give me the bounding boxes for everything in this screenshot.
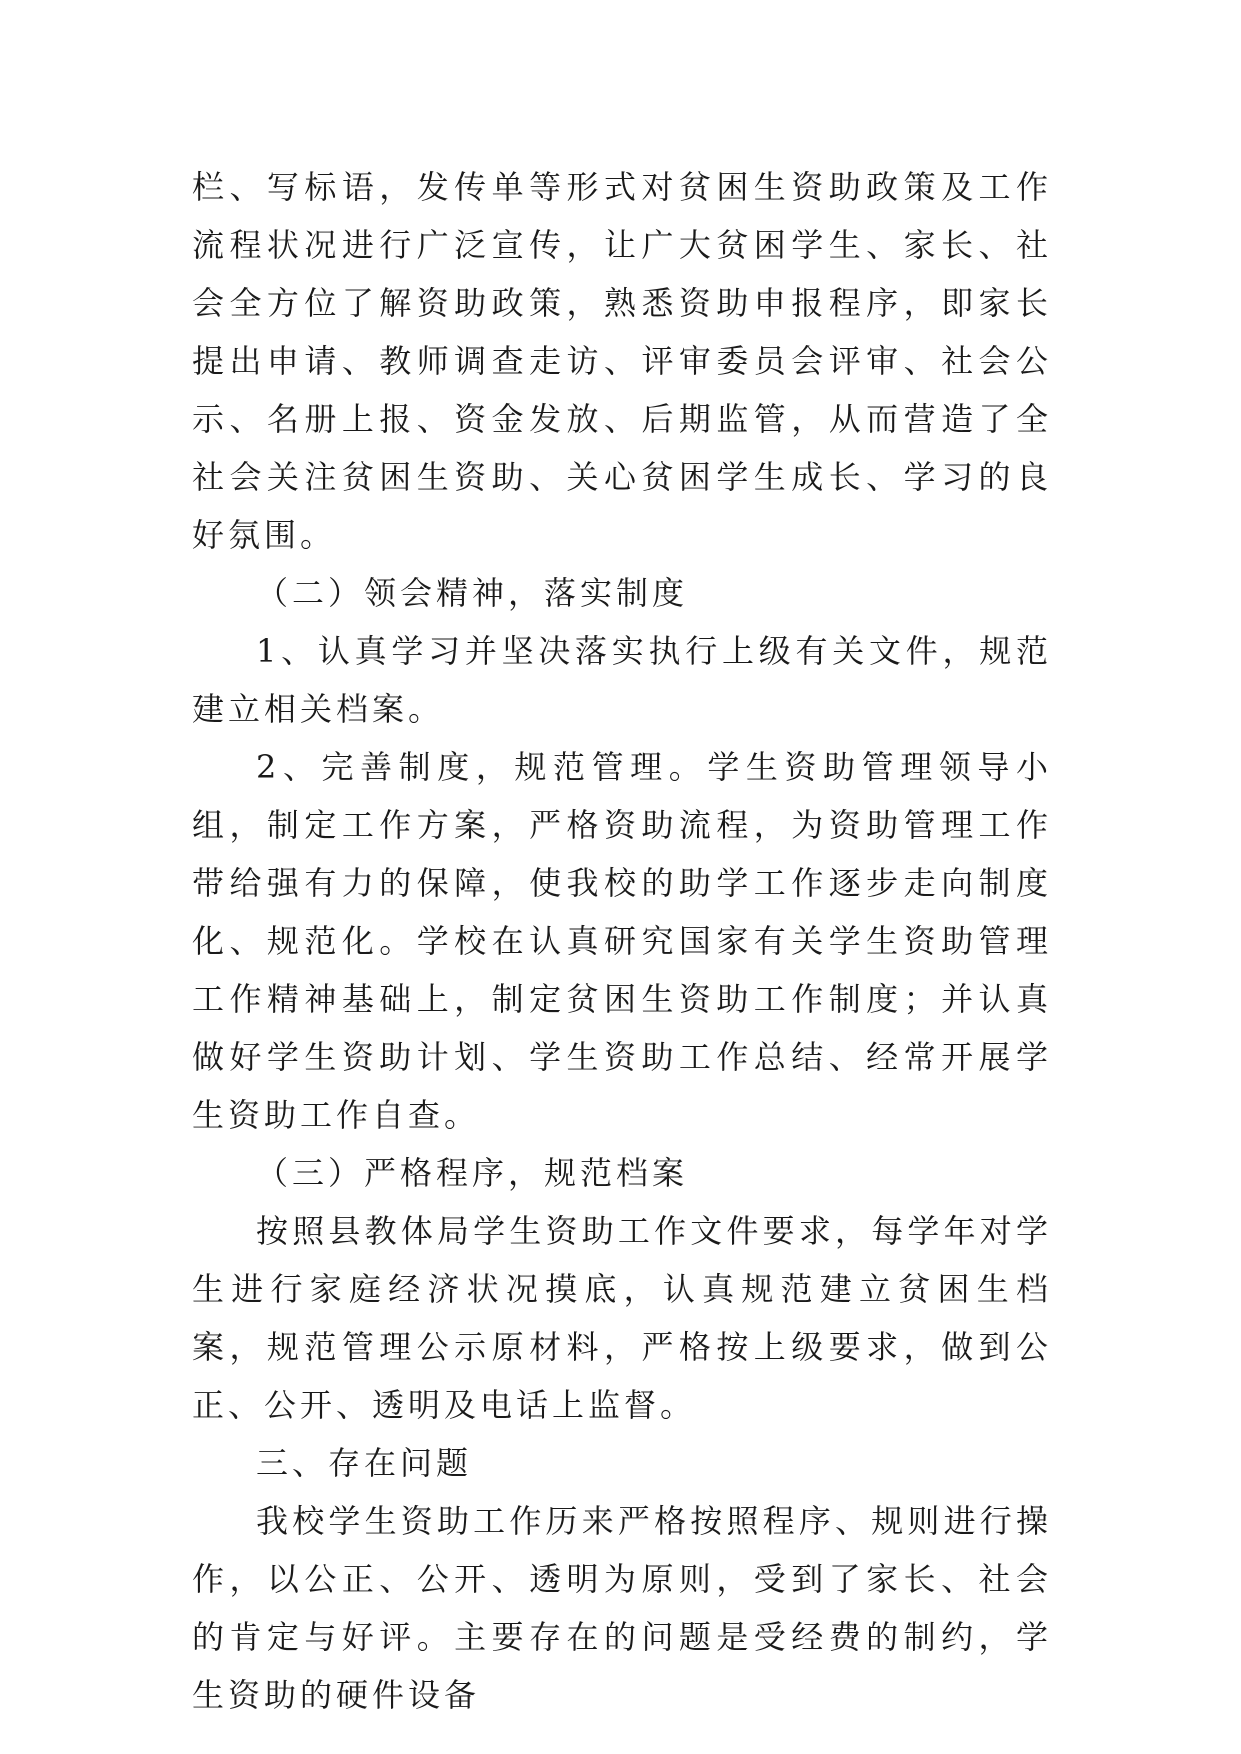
document-body: [192, 158, 1052, 1724]
paragraph-problems: 我校学生资助工作历来严格按照程序、规则进行操作，以公正、公开、透明为原则，受到了家长、社会的肯定与好评。主要存在的问题是受经费的制约，学生资助的硬件设备: [192, 1502, 1052, 1714]
section-heading-2: （二）领会精神，落实制度: [256, 574, 689, 612]
paragraph-archives: 按照县教体局学生资助工作文件要求，每学年对学生进行家庭经济状况摸底，认真规范建立贫困生档案，规范管理公示原材料，严格按上级要求，做到公正、公开、透明及电话上监督。: [192, 1212, 1052, 1424]
section-heading-3: （三）严格程序，规范档案: [256, 1154, 689, 1192]
section-heading-problems: 三、存在问题: [256, 1444, 473, 1482]
paragraph-publicity: 栏、写标语，发传单等形式对贫困生资助政策及工作流程状况进行广泛宣传，让广大贫困学生、家长、社会全方位了解资助政策，熟悉资助申报程序，即家长提出申请、教师调查走访、评审委员会评审、社会公示、名册上报、资金发放、后期监管，从而营造了全社会关注贫困生资助、关心贫困学生成长、学习的良好氛围。: [192, 168, 1052, 554]
paragraph-item-1: 1、认真学习并坚决落实执行上级有关文件，规范建立相关档案。: [192, 632, 1052, 728]
paragraph-item-2: 2、完善制度，规范管理。学生资助管理领导小组，制定工作方案，严格资助流程，为资助管理工作带给强有力的保障，使我校的助学工作逐步走向制度化、规范化。学校在认真研究国家有关学生资助管理工作精神基础上，制定贫困生资助工作制度；并认真做好学生资助计划、学生资助工作总结、经常开展学生资助工作自查。: [192, 748, 1052, 1134]
